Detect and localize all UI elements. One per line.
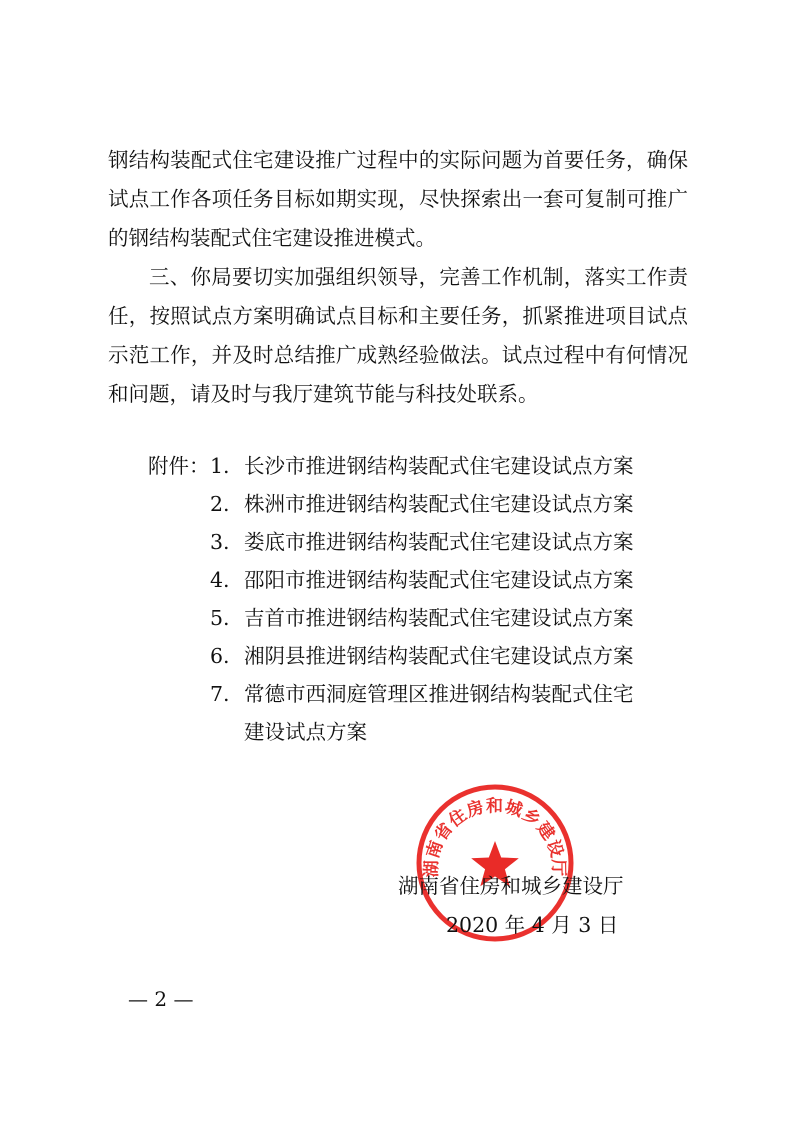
attachment-number: 6. bbox=[210, 644, 230, 668]
paragraph-line: 示范工作，并及时总结推广成熟经验做法。试点过程中有何情况 bbox=[108, 343, 688, 367]
paragraph-line: 和问题，请及时与我厅建筑节能与科技处联系。 bbox=[108, 382, 539, 406]
signature-date: 2020 年 4 月 3 日 bbox=[446, 913, 619, 937]
attachment-title: 株洲市推进钢结构装配式住宅建设试点方案 bbox=[244, 492, 634, 516]
attachment-item bbox=[148, 484, 668, 524]
attachment-item bbox=[148, 636, 668, 676]
attachment-number: 7. bbox=[210, 682, 230, 706]
attachment-item bbox=[148, 522, 668, 562]
paragraph-line: 的钢结构装配式住宅建设推进模式。 bbox=[108, 226, 436, 250]
paragraph-line: 试点工作各项任务目标如期实现，尽快探索出一套可复制可推广 bbox=[108, 187, 688, 211]
attachment-number: 4. bbox=[210, 568, 230, 592]
paragraph-line: 三、你局要切实加强组织领导，完善工作机制，落实工作责 bbox=[149, 265, 688, 289]
attachment-title: 长沙市推进钢结构装配式住宅建设试点方案 bbox=[244, 454, 634, 478]
attachment-number: 5. bbox=[210, 606, 230, 630]
attachment-item-continuation bbox=[148, 712, 668, 752]
attachment-title: 邵阳市推进钢结构装配式住宅建设试点方案 bbox=[244, 568, 634, 592]
attachment-title: 常德市西洞庭管理区推进钢结构装配式住宅 bbox=[244, 682, 634, 706]
attachment-item bbox=[148, 446, 668, 486]
attachment-item bbox=[148, 674, 668, 714]
attachments-label: 附件： bbox=[148, 454, 210, 478]
attachment-item bbox=[148, 560, 668, 600]
attachment-title: 湘阴县推进钢结构装配式住宅建设试点方案 bbox=[244, 644, 634, 668]
attachment-number: 3. bbox=[210, 530, 230, 554]
attachment-number: 2. bbox=[210, 492, 230, 516]
signature-organization: 湖南省住房和城乡建设厅 bbox=[398, 874, 624, 898]
paragraph-line: 钢结构装配式住宅建设推广过程中的实际问题为首要任务，确保 bbox=[108, 148, 688, 172]
seal-text: 湖南省住房和城乡建设厅 bbox=[421, 796, 569, 878]
attachment-item bbox=[148, 598, 668, 638]
page-number: — 2 — bbox=[128, 987, 194, 1011]
paragraph-line: 任，按照试点方案明确试点目标和主要任务，抓紧推进项目试点 bbox=[108, 304, 688, 328]
attachment-title: 娄底市推进钢结构装配式住宅建设试点方案 bbox=[244, 530, 634, 554]
attachment-number: 1. bbox=[210, 454, 230, 478]
attachment-title: 吉首市推进钢结构装配式住宅建设试点方案 bbox=[244, 606, 634, 630]
attachment-title: 建设试点方案 bbox=[244, 720, 367, 744]
